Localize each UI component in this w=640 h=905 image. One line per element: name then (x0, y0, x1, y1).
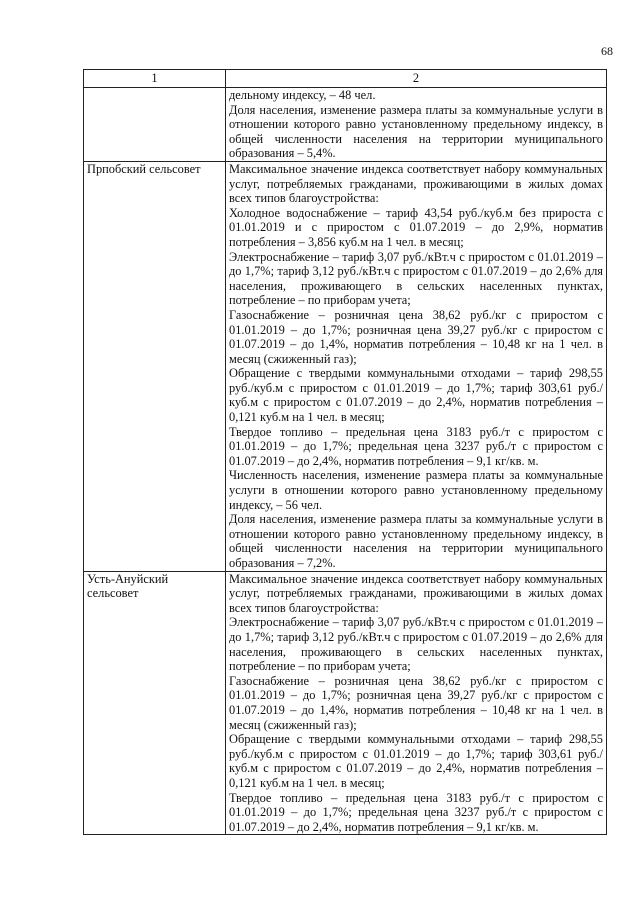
paragraph: Твердое топливо – предельная цена 3183 руб./т с приростом с 01.01.2019 – до 1,7%; предельная цена 3237 руб./т с приростом с 01.07.2019 – до 2,4%, норматив потребления – 9,1 кг/кв. м. (229, 790, 603, 834)
table-header-row (84, 70, 607, 88)
paragraph: Электроснабжение – тариф 3,07 руб./кВт.ч с приростом с 01.01.2019 – до 1,7%; тариф 3,12 руб./кВт.ч с приростом с 01.07.2019 – до 2,6% для населения, проживающего в сельских населенных пунктах, потребление – по приборам учета; (229, 249, 603, 308)
tariff-table (83, 69, 607, 835)
paragraph: Обращение с твердыми коммунальными отходами – тариф 298,55 руб./куб.м с приростом с 01.01.2019 – до 1,7%; тариф 303,61 руб./куб.м с приростом с 01.07.2019 – до 2,4%, норматив потребления – 0,121 куб.м на 1 чел. в месяц; (229, 366, 603, 425)
paragraph: Обращение с твердыми коммунальными отходами – тариф 298,55 руб./куб.м с приростом с 01.01.2019 – до 1,7%; тариф 303,61 руб./куб.м с приростом с 01.07.2019 – до 2,4%, норматив потребления – 0,121 куб.м на 1 чел. в месяц; (229, 732, 603, 790)
paragraph: Электроснабжение – тариф 3,07 руб./кВт.ч с приростом с 01.01.2019 – до 1,7%; тариф 3,12 руб./кВт.ч с приростом с 01.07.2019 – до 2,6% для населения, проживающего в сельских населенных пунктах, потребление – по приборам учета; (229, 615, 603, 674)
paragraph: Доля населения, изменение размера платы за коммунальные услуги в отношении которого равно установленному предельному индексу, в общей численности населения на территории муниципального образования – 7,2%. (229, 512, 603, 570)
table-row-ust-anuisky (84, 571, 607, 835)
table-row-continuation (84, 88, 607, 162)
paragraph: Газоснабжение – розничная цена 38,62 руб./кг с приростом с 01.01.2019 – до 1,7%; розничная цена 39,27 руб./кг с приростом с 01.07.2019 – до 1,4%, норматив потребления – 10,48 кг на 1 чел. в месяц (сжиженный газ); (229, 673, 603, 732)
paragraph: Доля населения, изменение размера платы за коммунальные услуги в отношении которого равно установленному предельному индексу, в общей численности населения на территории муниципального образования – 5,4%. (229, 102, 603, 161)
municipality-name (84, 88, 226, 162)
paragraph: Твердое топливо – предельная цена 3183 руб./т с приростом с 01.01.2019 – до 1,7%; предельная цена 3237 руб./т с приростом с 01.07.2019 – до 2,4%, норматив потребления – 9,1 кг/кв. м. (229, 424, 603, 468)
table-row-priobsky (84, 161, 607, 571)
paragraph: дельному индексу, – 48 чел. (229, 88, 376, 102)
column-header-2: 2 (226, 70, 607, 88)
column-header-1: 1 (84, 70, 226, 88)
row-description (226, 571, 607, 835)
paragraph: Численность населения, изменение размера платы за коммунальные услуги в отношении которого равно установленному предельному индексу, – 56 чел. (229, 468, 603, 512)
paragraph: Максимальное значение индекса соответствует набору коммунальных услуг, потребляемых гражданами, проживающими в жилых домах всех типов благоустройства: (229, 571, 603, 615)
paragraph: Максимальное значение индекса соответствует набору коммунальных услуг, потребляемых гражданами, проживающими в жилых домах всех типов благоустройства: (229, 161, 603, 206)
page-number: 68 (601, 44, 613, 58)
paragraph: Газоснабжение – розничная цена 38,62 руб./кг с приростом с 01.01.2019 – до 1,7%; розничная цена 39,27 руб./кг с приростом с 01.07.2019 – до 1,4%, норматив потребления – 10,48 кг на 1 чел. в месяц (сжиженный газ); (229, 307, 603, 366)
row-description (226, 161, 607, 571)
municipality-name: Усть-Ануйский сельсовет (84, 571, 226, 835)
municipality-name: Прпобский сельсовет (84, 161, 226, 571)
row-description (226, 88, 607, 162)
paragraph: Холодное водоснабжение – тариф 43,54 руб./куб.м без прироста с 01.01.2019 и с приростом с 01.07.2019 – до 2,9%, норматив потребления – 3,856 куб.м на 1 чел. в месяц; (229, 205, 603, 249)
